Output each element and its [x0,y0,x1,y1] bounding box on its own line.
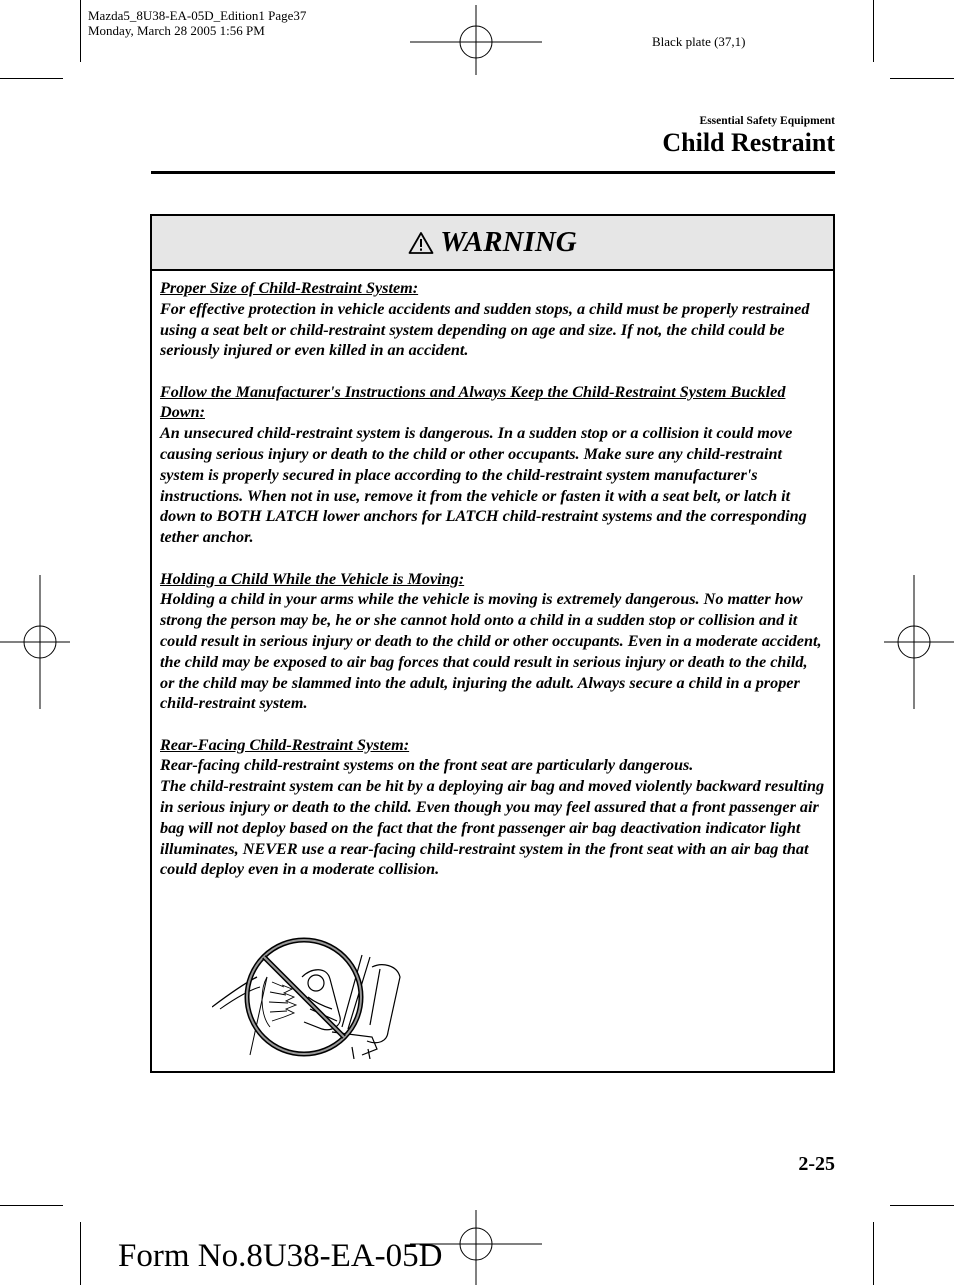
file-name: Mazda5_8U38-EA-05D_Edition1 Page37 [88,8,307,23]
prohibited-rear-facing-seat-icon [212,937,407,1059]
crop-mark [80,0,81,62]
warning-label: WARNING [440,226,577,258]
file-info [88,8,306,38]
crop-mark [890,78,954,79]
warning-paragraph [160,735,825,881]
crop-mark [890,1205,954,1206]
page-title: Child Restraint [662,128,835,157]
crop-mark [0,1205,63,1206]
registration-mark-right [884,575,954,709]
paragraph-heading: Follow the Manufacturer's Instructions and Always Keep the Child-Restraint System Buckled Down: [160,382,786,422]
file-date: Monday, March 28 2005 1:56 PM [88,23,265,38]
paragraph-text: Holding a child in your arms while the vehicle is moving is extremely dangerous. No matter how strong the person may be, he or she cannot hold onto a child in a sudden stop or collision and it could result in serious injury or death to the child or other occupants. Even in a moderate accident, the child may be exposed to air bag forces that could result in serious injury or death to the child, or the child may be slammed into the adult, injuring the adult. Always secure a child in a proper child-restraint system. [160,590,822,713]
title-rule [151,171,835,174]
registration-mark-top [410,5,542,75]
warning-paragraph [160,382,825,548]
section-label: Essential Safety Equipment [699,115,835,127]
paragraph-heading: Proper Size of Child-Restraint System: [160,279,419,297]
paragraph-text: For effective protection in vehicle accidents and sudden stops, a child must be properly restrained using a seat belt or child-restraint system depending on age and size. If not, the child could be seriously injured or even killed in an accident. [160,299,810,360]
paragraph-text: The child-restraint system can be hit by a deploying air bag and moved violently backward resulting in serious injury or death to the child. Even though you may feel assured that a front passenger air bag will not deploy based on the fact that the front passenger air bag deactivation indicator light illuminates, NEVER use a rear-facing child-restraint system in the front seat with an air bag that could deploy even in a moderate collision. [160,777,825,879]
warning-paragraph [160,278,825,361]
form-number: Form No.8U38-EA-05D [118,1238,443,1274]
warning-paragraph [160,569,825,715]
crop-mark [873,1222,874,1285]
plate-label: Black plate (37,1) [652,34,746,49]
paragraph-text: Rear-facing child-restraint systems on the front seat are particularly dangerous. [160,756,694,775]
paragraph-heading: Rear-Facing Child-Restraint System: [160,735,410,754]
paragraph-heading: Holding a Child While the Vehicle is Moving: [160,569,465,588]
registration-mark-left [0,575,70,709]
warning-body [152,271,833,880]
paragraph-text: An unsecured child-restraint system is dangerous. In a sudden stop or a collision it could move causing serious injury or death to the child or other occupants. Make sure any child-restraint system is properly secured in place according to the child-restraint system manufacturer's instructions. When not in use, remove it from the vehicle or fasten it with a seat belt, or latch it down to BOTH LATCH lower anchors for LATCH child-restraint systems and the corresponding tether anchor. [160,424,807,547]
crop-mark [80,1222,81,1285]
page-number: 2-25 [798,1153,835,1175]
warning-triangle-icon [408,231,434,255]
crop-mark [873,0,874,62]
warning-header [152,216,833,271]
crop-mark [0,78,63,79]
